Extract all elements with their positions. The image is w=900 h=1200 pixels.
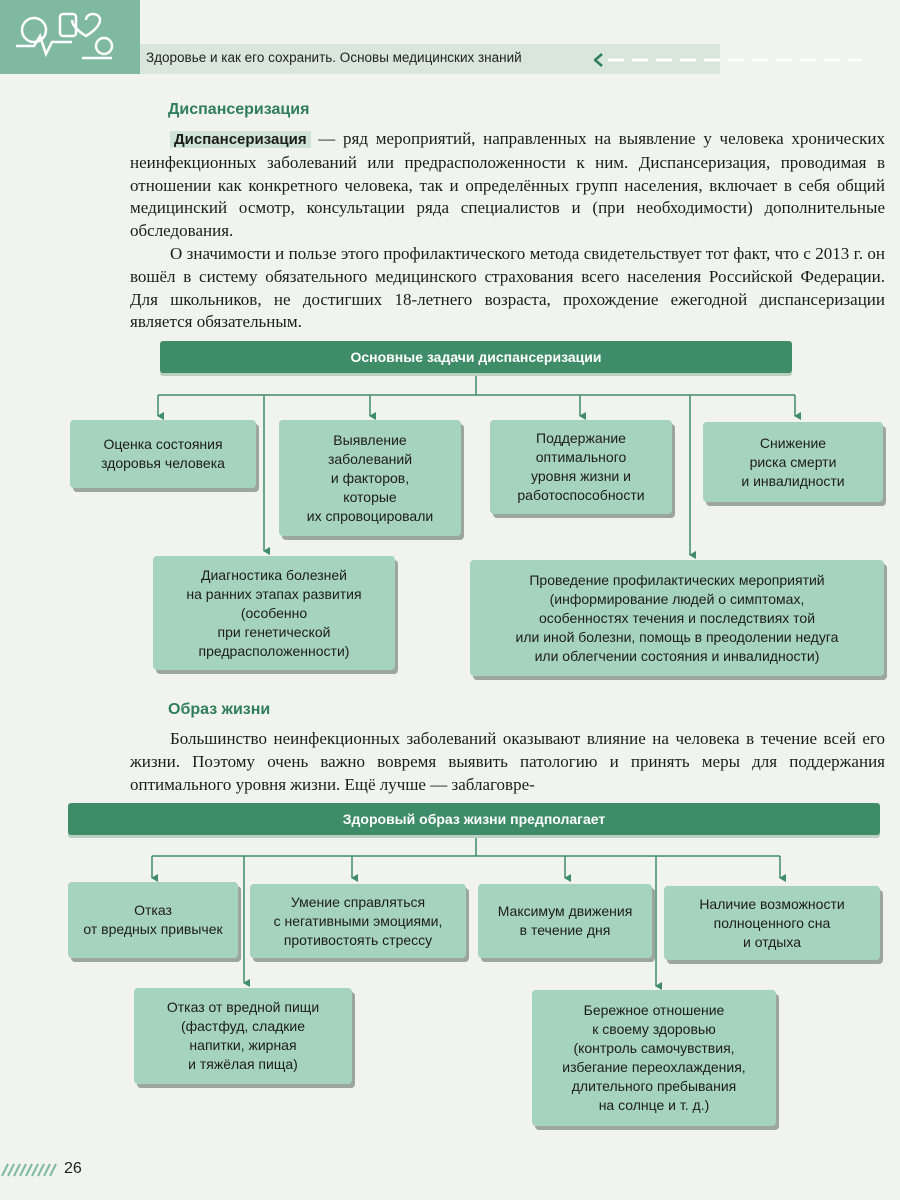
box-label: Диагностика болезней на ранних этапах развития (особенно при генетической предрасположенности) [186, 566, 362, 659]
lifestyle-box-stress [250, 884, 466, 958]
lifestyle-box-no-bad-habits [68, 882, 238, 958]
page-number: 26 [64, 1160, 82, 1177]
page-stripes-decoration [0, 1162, 60, 1178]
task-box-maintenance [490, 420, 672, 514]
paragraph: Большинство неинфекционных заболеваний оказывают влияние на человека в течение всей его жизни. Поэтому очень важно вовремя выявить патологию и принять меры для поддержания оптимального уровня жизни. Ещё лучше — заблаговре- [130, 729, 885, 794]
task-box-early-diagnosis [153, 556, 395, 670]
task-box-risk-reduction [703, 422, 883, 502]
paragraph: О значимости и пользе этого профилактического метода свидетельствует тот факт, что с 2013 г. он вошёл в систему обязательного медицинского страхования всего населения Российской Федерации. Для школьников, не достигших 18-летнего возраста, прохождение ежегодной диспансеризации является обязательным. [130, 243, 885, 332]
box-label: Максимум движения в течение дня [497, 903, 633, 938]
box-label: Оценка состояния здоровья человека [101, 436, 225, 471]
header-title: Здоровье и как его сохранить. Основы медицинских знаний [146, 50, 522, 65]
task-box-detection [279, 420, 461, 536]
diagram1-title-banner: Основные задачи диспансеризации [160, 341, 792, 373]
task-box-assessment [70, 420, 256, 488]
box-label: Умение справляться с негативными эмоциями, противостоять стрессу [273, 893, 443, 948]
lifestyle-box-sleep [664, 886, 880, 960]
lifestyle-box-health-care [532, 990, 776, 1126]
box-label: Наличие возможности полноценного сна и отдыха [699, 895, 845, 950]
box-label: Выявление заболеваний и факторов, которые их спровоцировали [306, 431, 434, 524]
section-heading-dispensary: Диспансеризация [168, 101, 310, 118]
section-heading-lifestyle: Образ жизни [168, 701, 271, 718]
lifestyle-box-movement [478, 884, 652, 958]
box-label: Отказ от вредных привычек [83, 902, 223, 937]
box-label: Поддержание оптимального уровня жизни и работоспособности [517, 430, 645, 503]
box-label: Проведение профилактических мероприятий (информирование людей о симптомах, особенностях течения и последствиях той или иной болезни, помощь в преодолении недуга или облегчении состояния и инвалидности) [515, 571, 839, 664]
task-box-prevention [470, 560, 884, 676]
lifestyle-box-no-junk-food [134, 988, 352, 1084]
box-label: Бережное отношение к своему здоровью (контроль самочувствия, избегание переохлаждения, длительного пребывания на солнце и т. д.) [562, 1002, 746, 1113]
term-highlight: Диспансеризация [170, 131, 311, 148]
section2-text [130, 728, 885, 796]
diagram2-title-banner: Здоровый образ жизни предполагает [68, 803, 880, 835]
box-label: Отказ от вредной пищи (фастфуд, сладкие напитки, жирная и тяжёлая пища) [166, 999, 320, 1072]
paragraph-text: — ряд мероприятий, направленных на выявление у человека хронических неинфекционных заболеваний или предрасположенности к ним. Диспансеризация, проводимая в отношении как конкретного человека, так и определённых групп населения, включает в себя общий медицинский осмотр, консультации ряда специалистов и (при необходимости) дополнительные обследования. [130, 129, 885, 241]
box-label: Снижение риска смерти и инвалидности [741, 434, 845, 489]
